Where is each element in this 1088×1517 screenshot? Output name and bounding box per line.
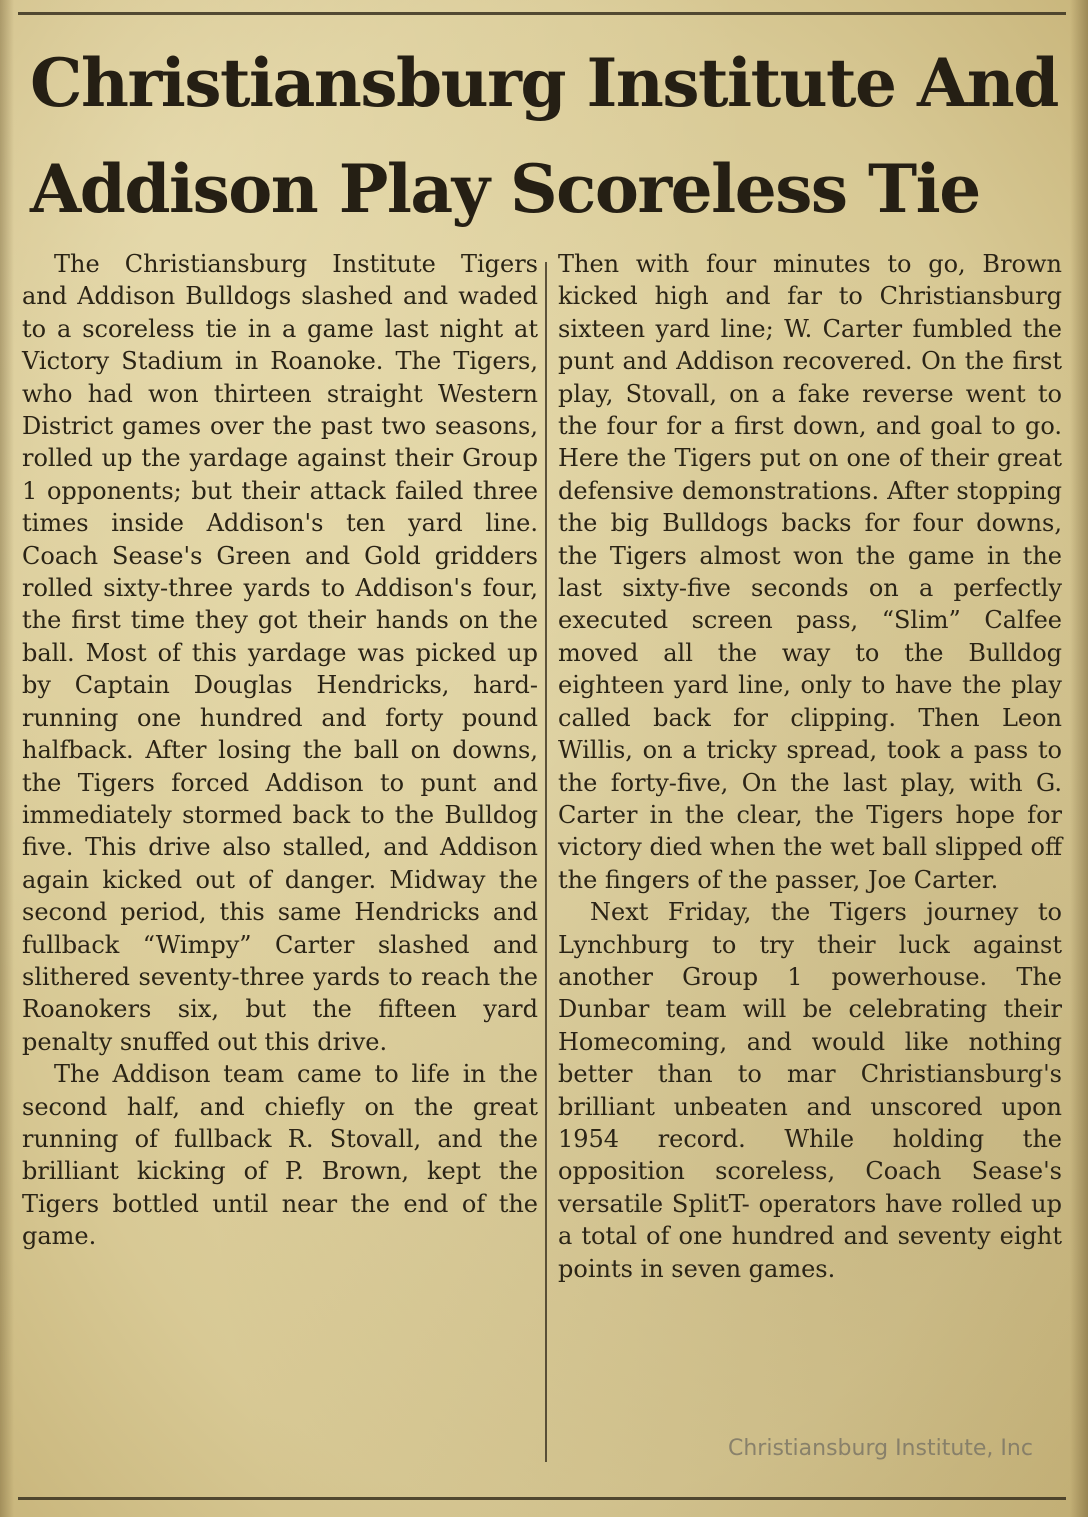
- article-paragraph-1: The Christiansburg Institute Tigers and Addison Bulldogs slashed and waded to a scoreless tie in a game last night at Victory Stadium in Roanoke. The Tigers, who had won thirteen straight Western District games over the past two seasons, rolled up the yardage against their Group 1 opponents; but their attack failed three times inside Addison's ten yard line. Coach Sease's Green and Gold gridders rolled sixty-three yards to Addison's four, the first time they got their hands on the ball. Most of this yardage was picked up by Captain Douglas Hendricks, hard-running one hundred and forty pound halfback. After losing the ball on downs, the Tigers forced Addison to punt and immediately stormed back to the Bulldog five. This drive also stalled, and Addison again kicked out of danger. Midway the second period, this same Hendricks and fullback “Wimpy” Carter slashed and slithered seventy-three yards to reach the Roanokers six, but the fifteen yard penalty snuffed out this drive.: [22, 250, 538, 1056]
- article-column-right: [558, 248, 1062, 1285]
- paper-edge-right: [1070, 0, 1088, 1517]
- headline: [30, 30, 1060, 242]
- article-paragraph-2: The Addison team came to life in the second half, and chiefly on the great running of fullback R. Stovall, and the brilliant kicking of P. Brown, kept the Tigers bottled until near the end of the game.: [22, 1060, 538, 1251]
- headline-line-1: Christiansburg Institute And: [30, 44, 1058, 122]
- column-divider: [545, 262, 547, 1462]
- article-paragraph-3: Then with four minutes to go, Brown kicked high and far to Christiansburg sixteen yard line; W. Carter fumbled the punt and Addison recovered. On the first play, Stovall, on a fake reverse went to the four for a first down, and goal to go. Here the Tigers put on one of their great defensive demonstrations. After stopping the big Bulldogs backs for four downs, the Tigers almost won the game in the last sixty-five seconds on a perfectly executed screen pass, “Slim” Calfee moved all the way to the Bulldog eighteen yard line, only to have the play called back for clipping. Then Leon Willis, on a tricky spread, took a pass to the forty-five, On the last play, with G. Carter in the clear, the Tigers hope for victory died when the wet ball slipped off the fingers of the passer, Joe Carter.: [558, 250, 1062, 894]
- top-rule: [18, 12, 1066, 15]
- paper-edge-left: [0, 0, 14, 1517]
- article-paragraph-4: Next Friday, the Tigers journey to Lynchburg to try their luck against another Group 1 powerhouse. The Dunbar team will be celebrating their Homecoming, and would like nothing better than to mar Christiansburg's brilliant unbeaten and unscored upon 1954 record. While holding the opposition scoreless, Coach Sease's versatile SplitT- operators have rolled up a total of one hundred and seventy eight points in seven games.: [558, 898, 1062, 1283]
- article-column-left: [22, 248, 538, 1253]
- watermark: Christiansburg Institute, Inc: [728, 1436, 1033, 1461]
- bottom-rule: [18, 1497, 1066, 1500]
- headline-line-2: Addison Play Scoreless Tie: [30, 150, 980, 228]
